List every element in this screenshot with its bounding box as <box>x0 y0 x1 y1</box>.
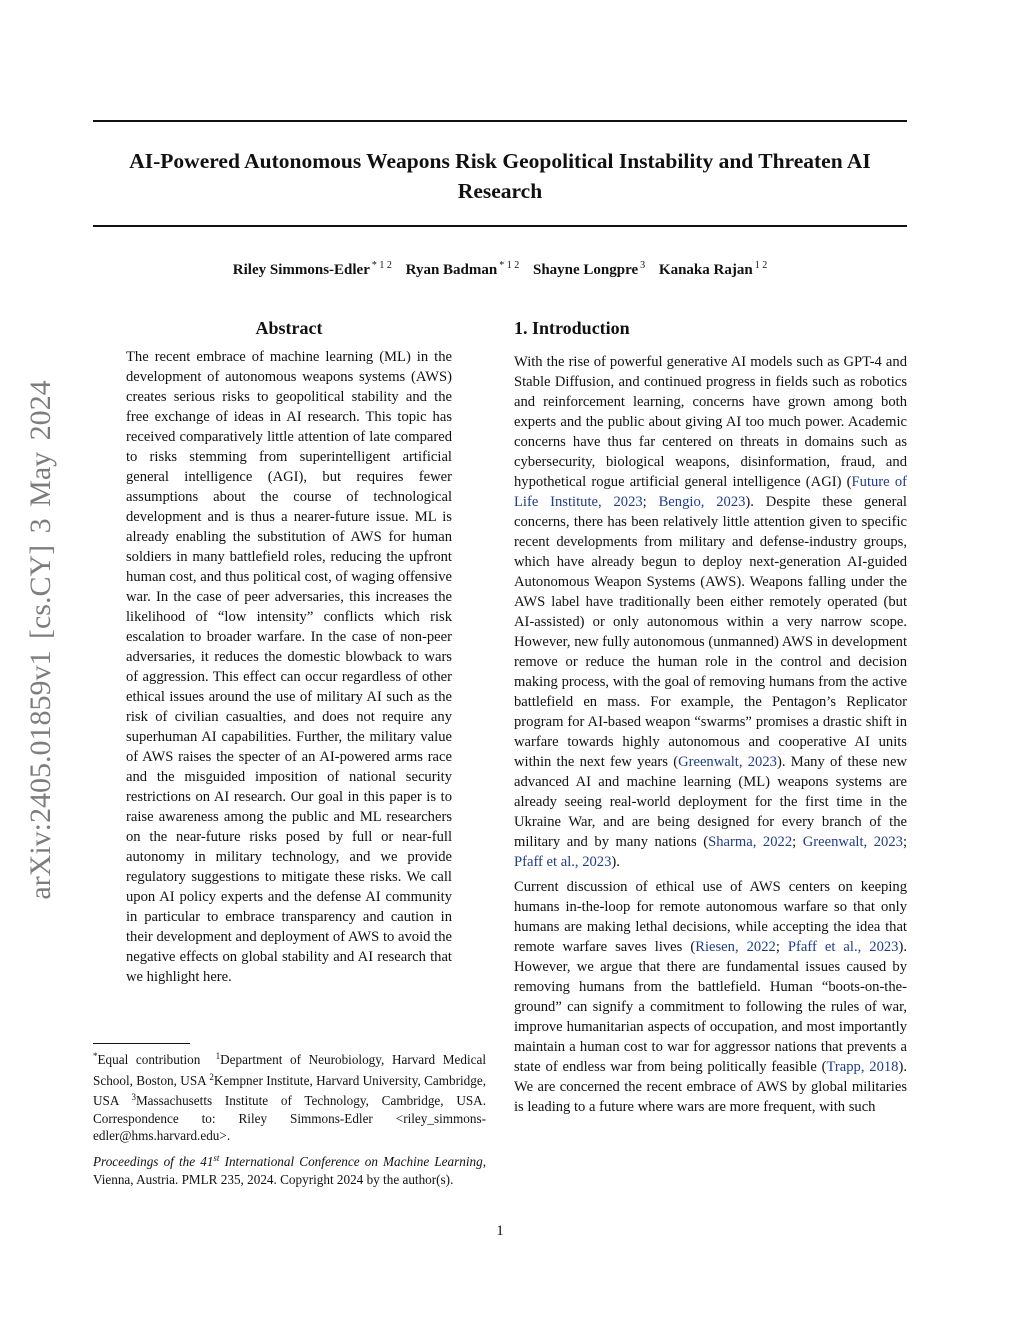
paragraph-text: ; <box>642 494 659 510</box>
author-name: Ryan Badman <box>405 262 498 278</box>
paragraph-text: ). Despite these general concerns, there has been relatively little attention given to specific recent developments from military and defense-industry groups, which have already begun to deploy next-generation AI-guided Autonomous Weapon Systems (AWS). Weapons falling under the AWS label have traditionally been either remotely operated (but AI-assisted) or only autonomous within a very narrow scope. However, new fully autonomous (unmanned) AWS in development remove or reduce the human role in the control and decision making process, with the goal of removing humans from the active battlefield en mass. For example, the Pentagon’s Replicator program for AI-based weapon “swarms” promises a drastic shift in warfare towards highly autonomous and cooperative AI units within the next few years ( <box>514 494 908 770</box>
author <box>406 262 520 278</box>
page-number: 1 <box>496 1223 504 1239</box>
author <box>233 262 392 278</box>
paragraph-text: ). However, we argue that there are fundamental issues caused by removing humans from the battlefield. Human “boots-on-the-ground” can signify a commitment to following the rules of war, improve humanitarian aspects of occupation, and most importantly maintain a human cost to war for aggressor nations that prevents a state of endless war from being politically feasible ( <box>514 939 907 1075</box>
affiliation-mark: 3 <box>131 1092 136 1102</box>
equal-contribution-note: Equal contribution <box>97 1052 201 1067</box>
affiliation-2: Kempner Institute, Harvard University, Cambridge, USA <box>93 1072 486 1108</box>
introduction-body <box>514 352 907 1122</box>
paragraph-text: ; <box>775 939 788 955</box>
proceedings-details: , Vienna, Austria. PMLR 235, 2024. Copyright 2024 by the author(s). <box>93 1154 486 1187</box>
abstract-heading: Abstract <box>255 318 323 338</box>
author-list <box>93 260 907 279</box>
section-heading-introduction: 1. Introduction <box>514 318 630 338</box>
citation-link[interactable]: Greenwalt, 2023 <box>802 834 903 850</box>
citation-link[interactable]: Sharma, 2022 <box>708 834 793 850</box>
paragraph-text: ). We are concerned the recent embrace of AWS by global militaries is leading to a future where wars are more frequent, with such <box>514 1059 907 1115</box>
abstract-text: The recent embrace of machine learning (ML) in the development of autonomous weapons systems (AWS) creates serious risks to geopolitical stability and the free exchange of ideas in AI research. This topic has received comparatively little attention of late compared to risks stemming from superintelligent artificial general intelligence (AGI), but requires fewer assumptions about the course of technological development and is thus a nearer-future issue. ML is already enabling the substitution of AWS for human soldiers in many battlefield roles, reducing the upfront human cost, and thus political cost, of waging offensive war. In the case of peer adversaries, this increases the likelihood of “low intensity” conflicts which risk escalation to broader warfare. In the case of non-peer adversaries, it reduces the domestic blowback to wars of aggression. This effect can occur regardless of other ethical issues around the use of military AI such as the risk of civilian casualties, and does not require any superhuman AI capabilities. Further, the military value of AWS raises the specter of an AI-powered arms race and the misguided imposition of national security restrictions on AI research. Our goal in this paper is to raise awareness among the public and ML researchers on the near-future risks posed by full or near-full autonomy in military technology, and we provide regulatory suggestions to mitigate these risks. We call upon AI policy experts and the defense AI community in particular to embrace transparency and caution in their development and deployment of AWS to avoid the negative effects on global stability and AI research that we highlight here. <box>126 349 452 985</box>
proceedings-footnote <box>93 1150 486 1188</box>
introduction-paragraph <box>514 877 907 1117</box>
paragraph-text: ; <box>792 834 803 850</box>
equal-contribution-mark: * <box>93 1051 98 1061</box>
proceedings-label: Proceedings of the <box>93 1154 196 1169</box>
author-name: Kanaka Rajan <box>658 262 753 278</box>
author-name: Shayne Longpre <box>532 262 639 278</box>
affiliation-3-and-correspondence: Massachusetts Institute of Technology, Cambridge, USA. Correspondence to: Riley Simmons-Edler <riley_simmons-edler@hms.harvard.edu>. <box>93 1093 487 1143</box>
citation-link[interactable]: Pfaff et al., 2023 <box>514 854 612 870</box>
affiliation-mark: 2 <box>209 1071 214 1082</box>
paragraph-text: Current discussion of ethical use of AWS centers on keeping humans in-the-loop for remote autonomous warfare so that only humans are making lethal decisions, while accepting the idea that remote warfare saves lives ( <box>514 879 907 955</box>
author <box>533 262 645 278</box>
author-affiliation-marks: 3 <box>640 260 646 271</box>
title-bottom-rule <box>93 225 907 227</box>
footnote-rule <box>93 1043 190 1044</box>
citation-link[interactable]: Future of Life Institute, 2023 <box>514 474 907 510</box>
paragraph-text: ; <box>902 834 907 850</box>
author-affiliation-marks: * 1 2 <box>371 260 392 271</box>
affiliation-1: Department of Neurobiology, Harvard Medical School, Boston, USA <box>93 1052 486 1088</box>
paragraph-text: ). Many of these new advanced AI and machine learning (ML) weapons systems are already seeing real-world deployment for the first time in the Ukraine War, and are being designed for every branch of the military and by many nations ( <box>514 754 907 850</box>
citation-link[interactable]: Greenwalt, 2023 <box>678 754 777 770</box>
citation-link[interactable]: Riesen, 2022 <box>695 939 776 955</box>
author <box>659 262 767 278</box>
paragraph-text: ). <box>611 854 620 870</box>
introduction-paragraph <box>514 352 907 872</box>
citation-link[interactable]: Trapp, 2018 <box>826 1059 899 1075</box>
affiliation-mark: 1 <box>215 1051 221 1061</box>
conference-name: International Conference on Machine Learning <box>224 1154 483 1169</box>
paper-title: AI-Powered Autonomous Weapons Risk Geopolitical Instability and Threaten AI Research <box>129 149 871 203</box>
citation-link[interactable]: Bengio, 2023 <box>658 494 746 510</box>
title-top-rule <box>93 120 907 122</box>
affiliations-footnote <box>93 1048 486 1145</box>
author-affiliation-marks: 1 2 <box>754 260 768 271</box>
proceedings-number: 41st <box>200 1153 220 1169</box>
arxiv-identifier: arXiv:2405.01859v1 [cs.CY] 3 May 2024 <box>24 380 57 900</box>
author-affiliation-marks: * 1 2 <box>499 260 520 271</box>
paragraph-text: With the rise of powerful generative AI models such as GPT-4 and Stable Diffusion, and continued progress in fields such as robotics and reinforcement learning, concerns have grown among both experts and the public about giving AI too much power. Academic concerns have thus far centered on threats in domains such as cybersecurity, biological weapons, disinformation, fraud, and hypothetical rogue artificial general intelligence (AGI) ( <box>514 354 907 490</box>
author-name: Riley Simmons-Edler <box>232 262 370 278</box>
citation-link[interactable]: Pfaff et al., 2023 <box>787 939 899 955</box>
